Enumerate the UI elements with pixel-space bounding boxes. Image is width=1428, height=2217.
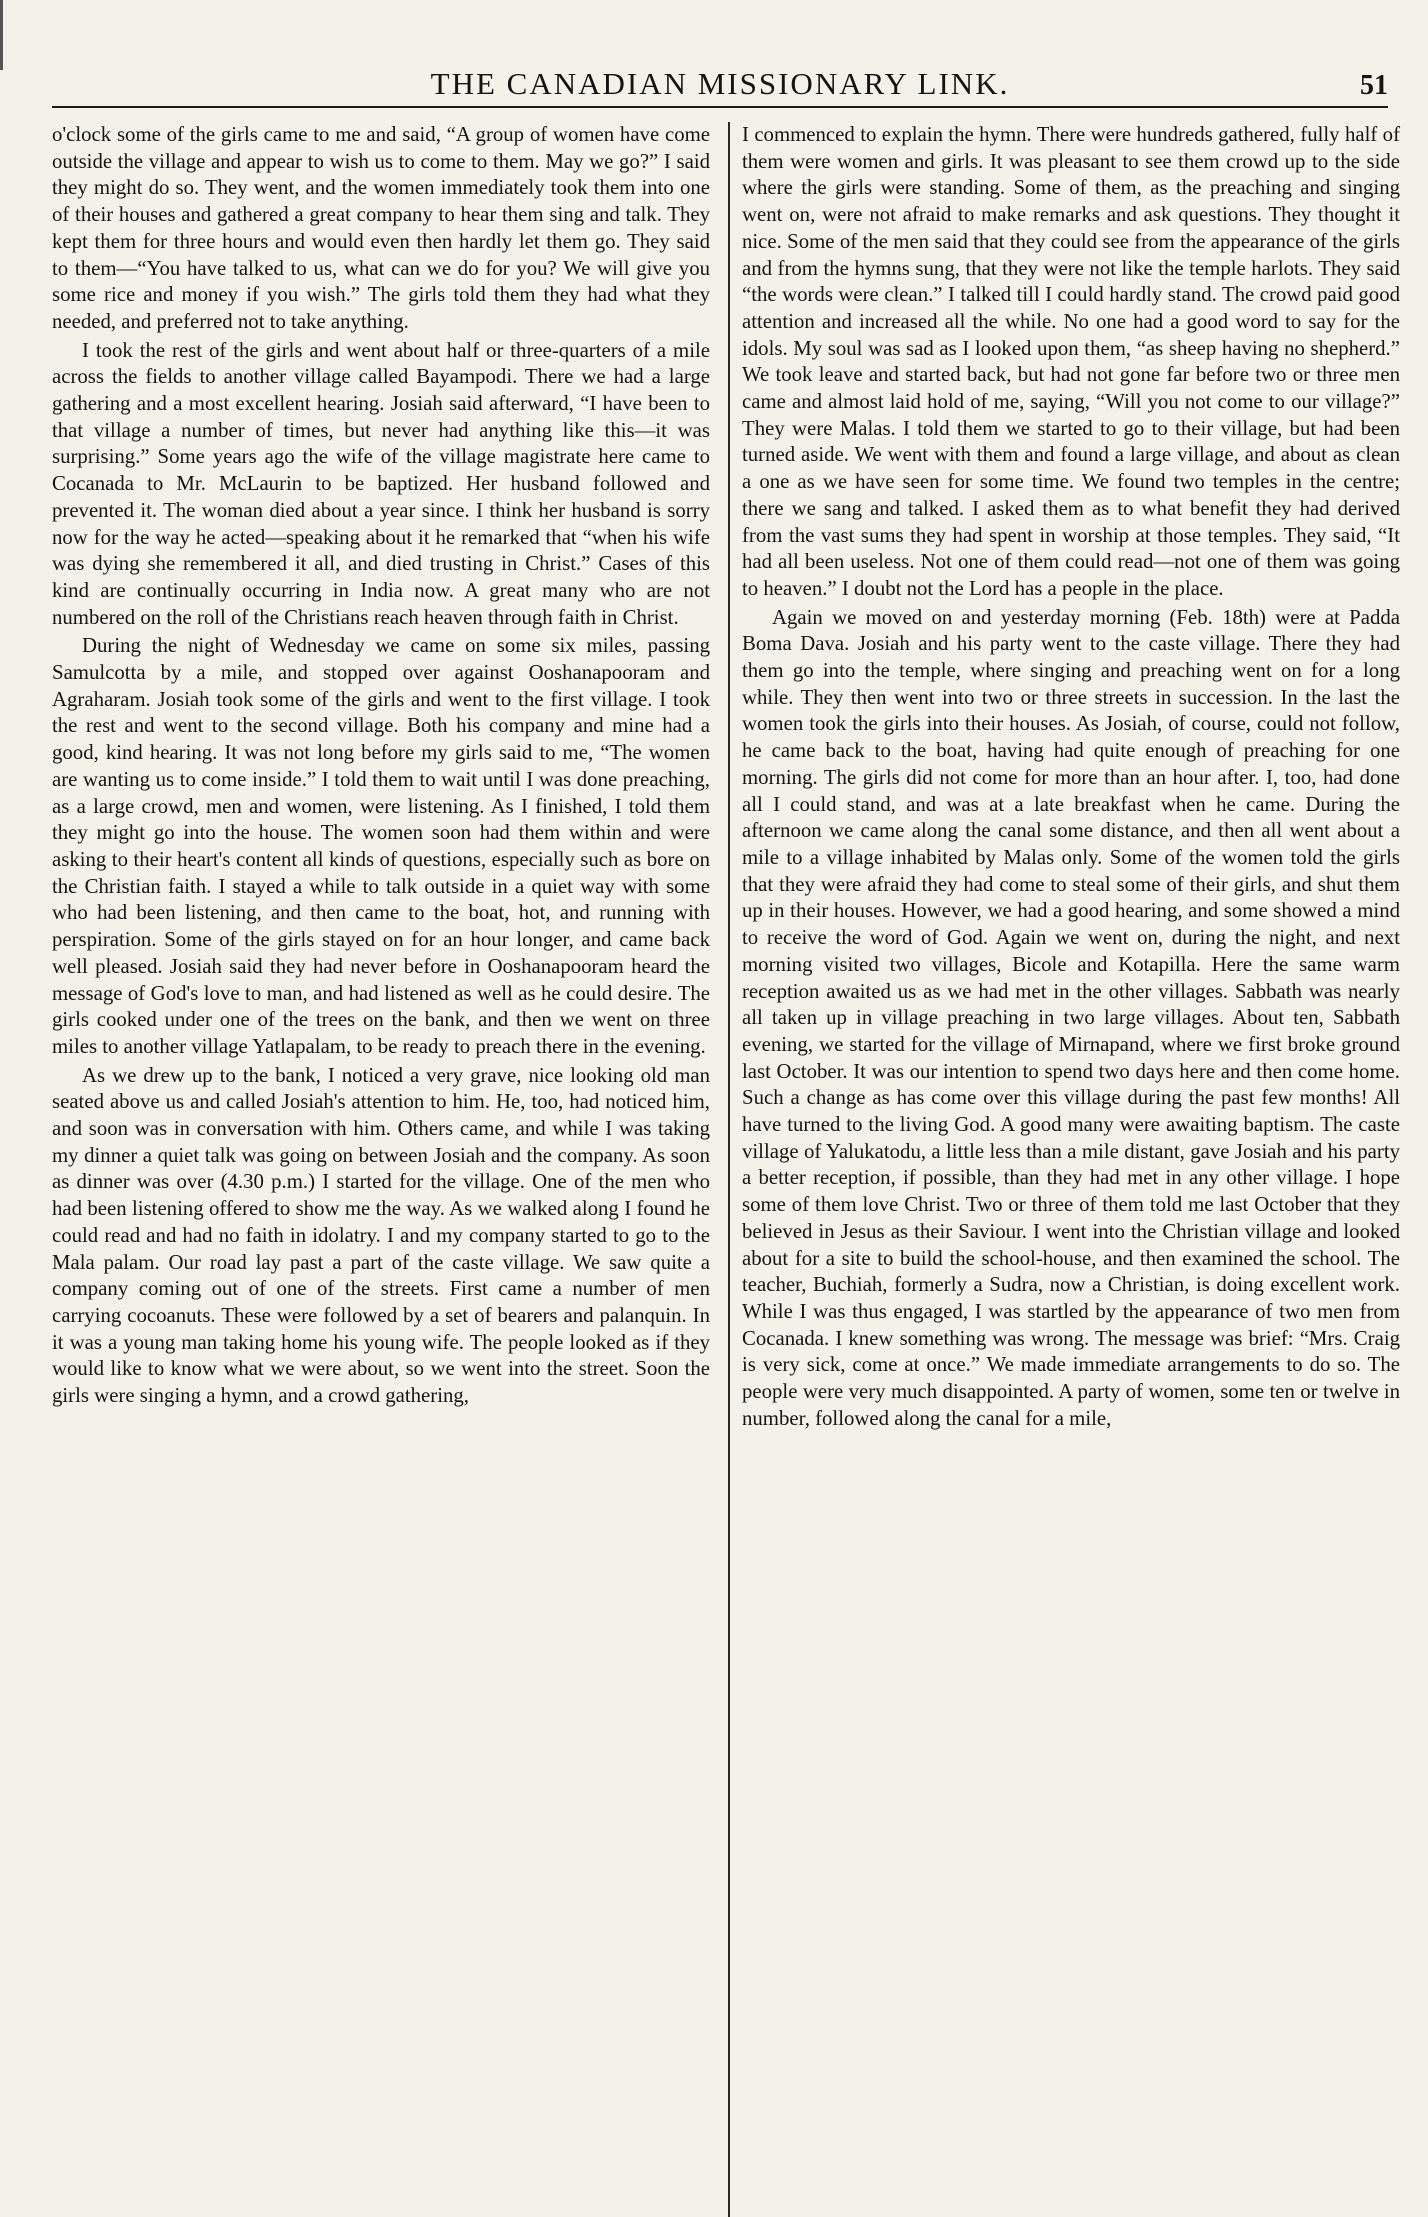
column-divider	[728, 122, 730, 2217]
margin-mark	[0, 0, 11, 70]
paragraph: o'clock some of the girls came to me and said, “A group of women have come outside the village and appear to wish us to come to them. May we go?” I said they might do so. They went, and the women immediately took them into one of their houses and gathered a great company to hear them sing and talk. They kept them for three hours and would even then hardly let them go. They said to them—“You have talked to us, what can we do for you? We will give you some rice and money if you wish.” The girls told them they had what they needed, and preferred not to take anything.	[52, 123, 710, 333]
paragraph: During the night of Wednesday we came on some six miles, passing Samulcotta by a mile, and stopped over against Ooshanapooram and Agraharam. Josiah took some of the girls and went to the first village. I took the rest and went to the second village. Both his company and mine had a good, kind hearing. It was not long before my girls said to me, “The women are wanting us to come inside.” I told them to wait until I was done preaching, as a large crowd, men and women, were listening. As I finished, I told them they might go into the house. The women soon had them within and were asking to their heart's content all kinds of questions, especially such as bore on the Christian faith. I stayed a while to talk outside in a quiet way with some who had been listening, and then came to the boat, hot, and running with perspiration. Some of the girls stayed on for an hour longer, and came back well pleased. Josiah said they had never before in Ooshanapooram heard the message of God's love to man, and had listened as well as he could desire. The girls cooked under one of the trees on the bank, and then we went on three miles to another village Yatlapalam, to be ready to preach there in the evening.	[52, 634, 710, 1058]
running-header	[52, 62, 1388, 108]
text-columns	[52, 122, 1408, 2217]
paragraph: Again we moved on and yesterday morning (Feb. 18th) were at Padda Boma Dava. Josiah and his party went to the caste village. There they had them go into the temple, where singing and preaching went on for a long while. They then went into two or three streets in succession. In the last the women took the girls into their houses. As Josiah, of course, could not follow, he came back to the boat, having had quite enough of preaching for one morning. The girls did not come for more than an hour after. I, too, had done all I could stand, and was at a late breakfast when he came. During the afternoon we came along the canal some distance, and then all went about a mile to a village inhabited by Malas only. Some of the women told the girls that they were afraid they had come to steal some of their girls, and shut them up in their houses. However, we had a good hearing, and some showed a mind to receive the word of God. Again we went on, during the night, and next morning visited two villages, Bicole and Kotapilla. Here the same warm reception awaited us as we had met in the other villages. Sabbath was nearly all taken up in village preaching in two large villages. About ten, Sabbath evening, we started for the village of Mirnapand, where we first broke ground last October. It was our intention to spend two days here and then come home. Such a change as has come over this village during the past few months! All have turned to the living God. A good many were awaiting baptism. The caste village of Yalukatodu, a little less than a mile distant, gave Josiah and his party a better reception, if possible, than they had met in any other village. I hope some of them love Christ. Two or three of them told me last October that they believed in Jesus as their Saviour. I went into the Christian village and looked about for a site to build the school-house, and then examined the school. The teacher, Buchiah, formerly a Sudra, now a Christian, is doing excellent work. While I was thus engaged, I was startled by the appearance of two men from Cocanada. I knew something was wrong. The message was brief: “Mrs. Craig is very sick, come at once.” We made immediate arrangements to do so. The people were very much disappointed. A party of women, some ten or twelve in number, followed along the canal for a mile,	[742, 605, 1400, 1430]
paragraph: As we drew up to the bank, I noticed a very grave, nice looking old man seated above us and called Josiah's attention to him. He, too, had noticed him, and soon was in conversation with him. Others came, and while I was taking my dinner a quiet talk was going on between Josiah and the company. As soon as dinner was over (4.30 p.m.) I started for the village. One of the men who had been listening offered to show me the way. As we walked along I found he could read and had no faith in idolatry. I and my company started to go to the Mala palam. Our road lay past a part of the caste village. We saw quite a company coming out of one of the streets. First came a number of men carrying cocoanuts. These were followed by a set of bearers and palanquin. In it was a young man taking home his young wife. The people looked as if they would like to know what we were about, so we went into the street. Soon the girls were singing a hymn, and a crowd gathering,	[52, 1063, 710, 1408]
paragraph: I commenced to explain the hymn. There were hundreds gathered, fully half of them were women and girls. It was pleasant to see them crowd up to the side where the girls were standing. Some of them, as the preaching and singing went on, were not afraid to make remarks and ask questions. They thought it nice. Some of the men said that they could see from the appearance of the girls and from the hymns sung, that they were not like the temple harlots. They said “the words were clean.” I talked till I could hardly stand. The crowd paid good attention and increased all the while. No one had a good word to say for the idols. My soul was sad as I looked upon them, “as sheep having no shepherd.” We took leave and started back, but had not gone far before two or three men came and almost laid hold of me, saying, “Will you not come to our village?” They were Malas. I told them we started to go to their village, but had been turned aside. We went with them and found a large village, and about as clean a one as we have seen for some time. We found two temples in the centre; there we sang and talked. I asked them as to what benefit they had derived from the vast sums they had spent in worship at those temples. They said, “It had all been useless. Not one of them could read—not one of them was going to heaven.” I doubt not the Lord has a people in the place.	[742, 123, 1400, 600]
right-column	[742, 122, 1400, 2217]
left-column	[52, 122, 710, 2217]
page-number: 51	[1360, 70, 1388, 101]
paragraph: I took the rest of the girls and went about half or three-quarters of a mile across the fields to another village called Bayampodi. There we had a large gathering and a most excellent hearing. Josiah said afterward, “I have been to that village a number of times, but never had anything like this—it was surprising.” Some years ago the wife of the village magistrate here came to Cocanada to Mr. McLaurin to be baptized. Her husband followed and prevented it. The woman died about a year since. I think her husband is sorry now for the way he acted—speaking about it he remarked that “when his wife was dying she remembered it all, and died trusting in Christ.” Cases of this kind are continually occurring in India now. A great many who are not numbered on the roll of the Christians reach heaven through faith in Christ.	[52, 338, 710, 629]
publication-title: THE CANADIAN MISSIONARY LINK.	[430, 66, 1010, 101]
